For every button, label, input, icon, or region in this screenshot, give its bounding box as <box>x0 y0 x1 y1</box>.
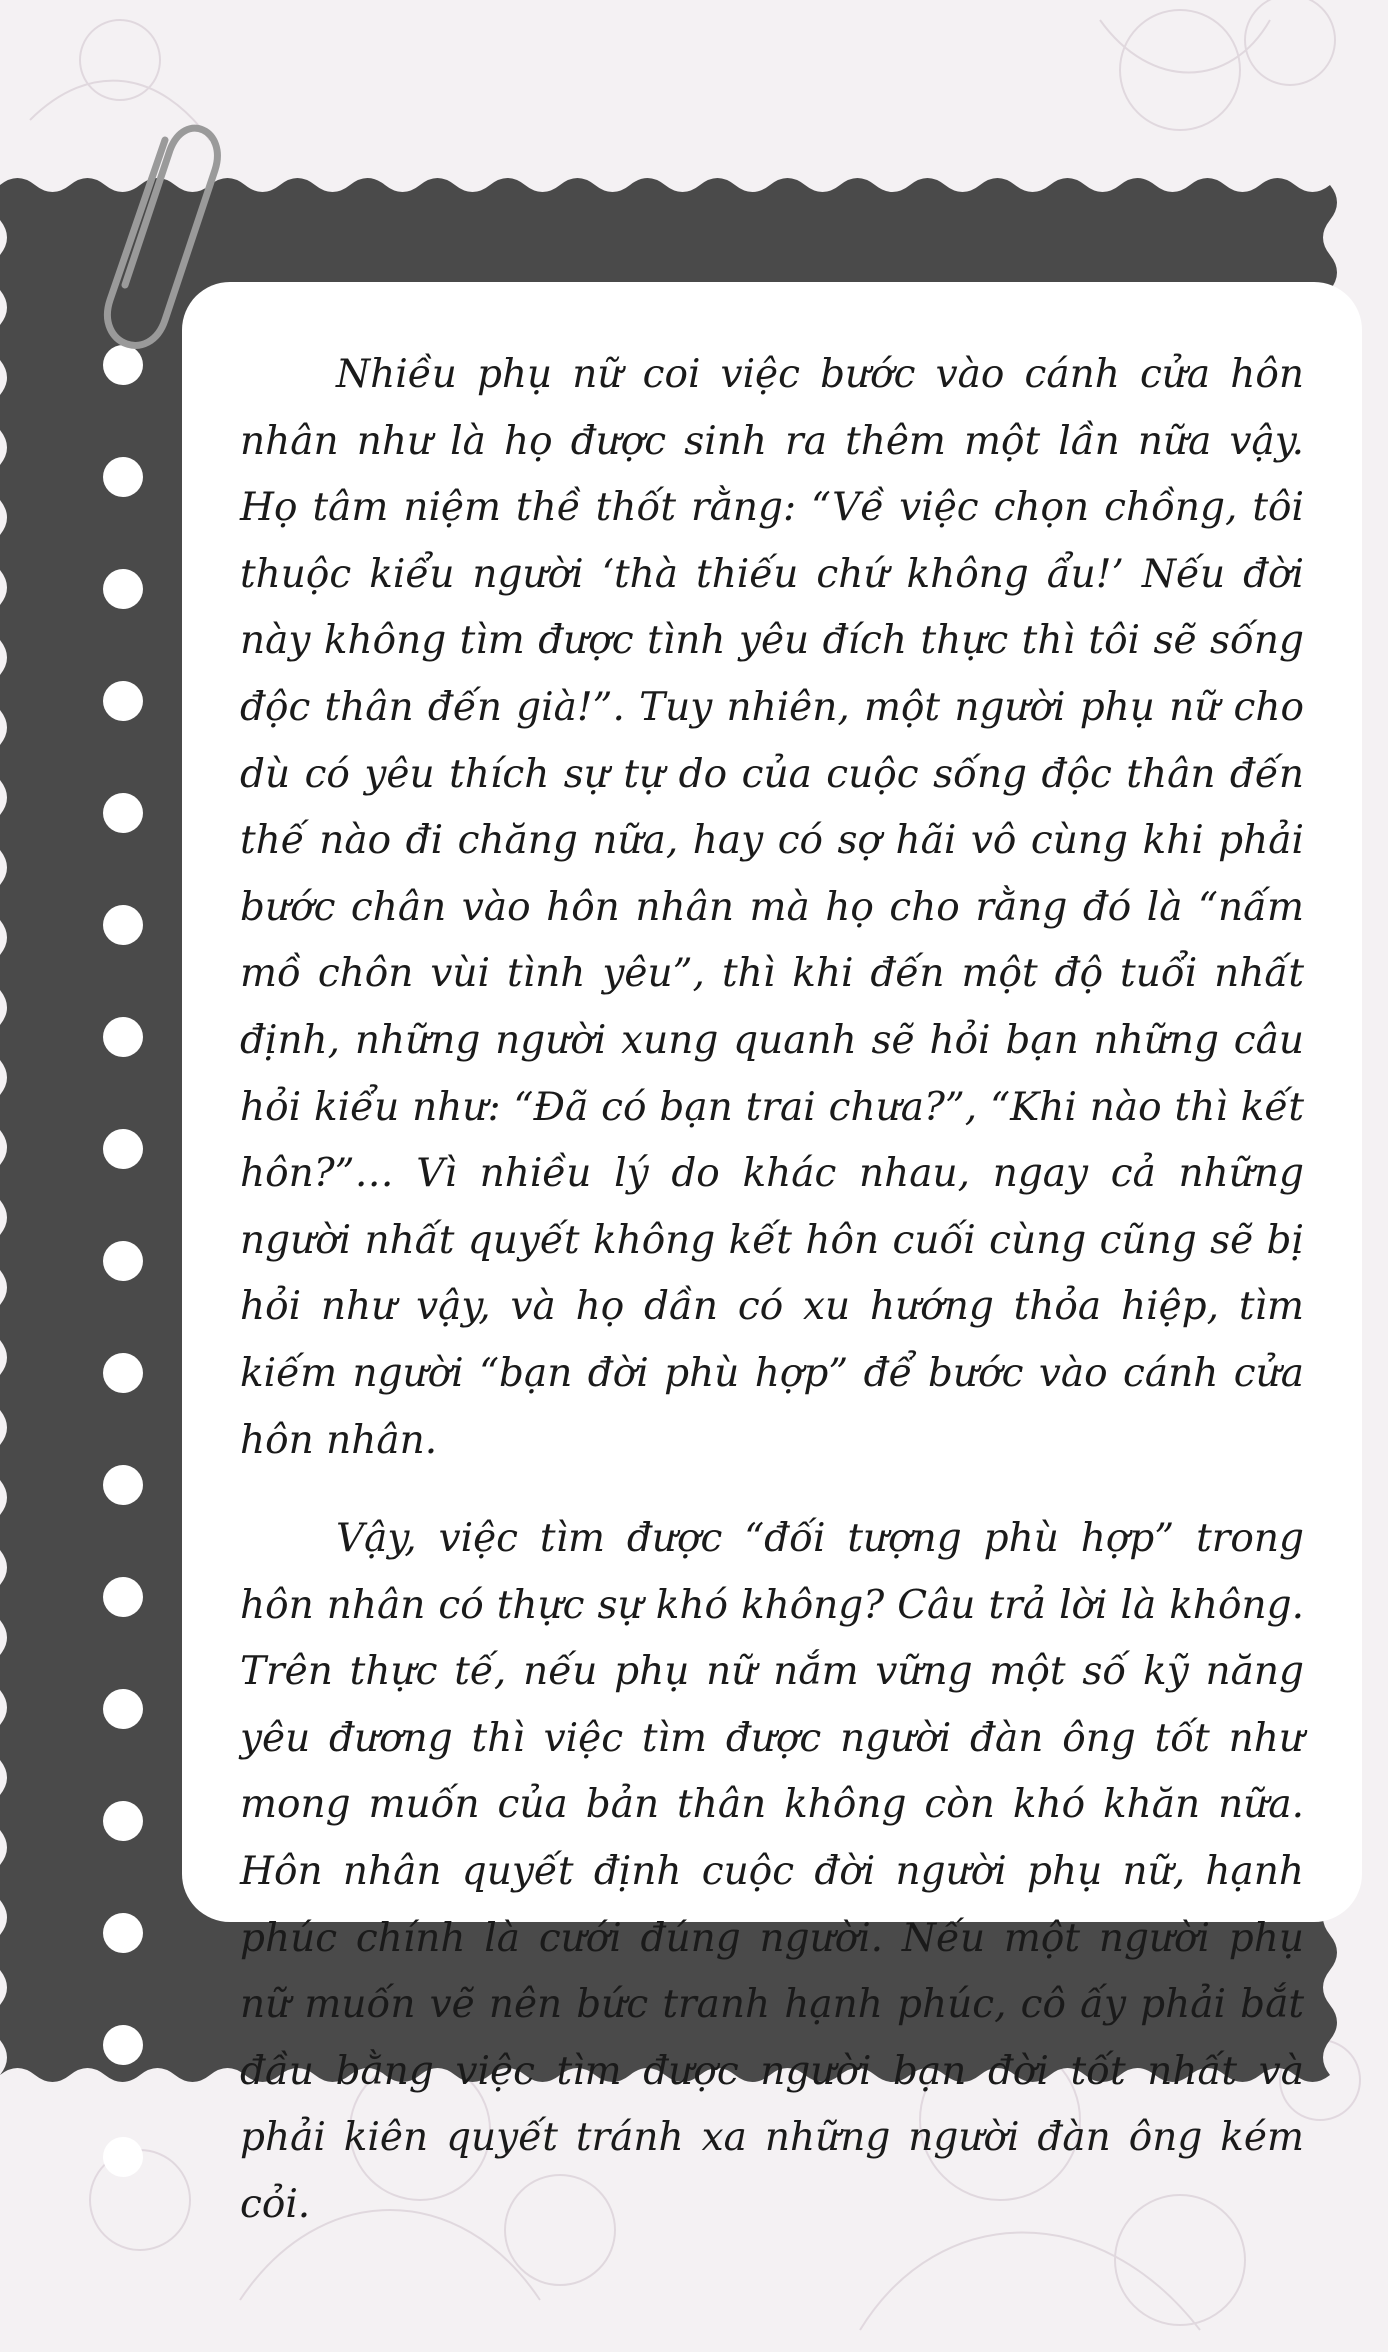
binder-hole-icon <box>103 1353 143 1393</box>
binder-hole-icon <box>103 1241 143 1281</box>
text-panel <box>182 282 1362 2228</box>
binder-hole-icon <box>103 1913 143 1953</box>
binder-hole-icon <box>103 1465 143 1505</box>
binder-hole-icon <box>103 1689 143 1729</box>
binder-hole-icon <box>103 2137 143 2177</box>
binder-hole-icon <box>103 905 143 945</box>
binder-hole-icon <box>103 793 143 833</box>
binder-hole-icon <box>103 681 143 721</box>
paragraph-1: Nhiều phụ nữ coi việc bước vào cánh cửa hôn nhân như là họ được sinh ra thêm một lần nữa vậy. Họ tâm niệm thề thốt rằng: “Về việc chọn chồng, tôi thuộc kiểu người ‘thà thiếu chứ không ẩu!’ Nếu đời này không tìm được tình yêu đích thực thì tôi sẽ sống độc thân đến già!”. Tuy nhiên, một người phụ nữ cho dù có yêu thích sự tự do của cuộc sống độc thân đến thế nào đi chăng nữa, hay có sợ hãi vô cùng khi phải bước chân vào hôn nhân mà họ cho rằng đó là “nấm mồ chôn vùi tình yêu”, thì khi đến một độ tuổi nhất định, những người xung quanh sẽ hỏi bạn những câu hỏi kiểu như: “Đã có bạn trai chưa?”, “Khi nào thì kết hôn?”… Vì nhiều lý do khác nhau, ngay cả những người nhất quyết không kết hôn cuối cùng cũng sẽ bị hỏi như vậy, và họ dần có xu hướng thỏa hiệp, tìm kiếm người “bạn đời phù hợp” để bước vào cánh cửa hôn nhân. <box>240 352 1304 1463</box>
binder-hole-icon <box>103 345 143 385</box>
binder-hole-icon <box>103 2025 143 2065</box>
binder-hole-icon <box>103 569 143 609</box>
binder-hole-icon <box>103 1577 143 1617</box>
paragraph-2: Vậy, việc tìm được “đối tượng phù hợp” trong hôn nhân có thực sự khó không? Câu trả lời là không. Trên thực tế, nếu phụ nữ nắm vững một số kỹ năng yêu đương thì việc tìm được người đàn ông tốt như mong muốn của bản thân không còn khó khăn nữa. Hôn nhân quyết định cuộc đời người phụ nữ, hạnh phúc chính là cưới đúng người. Nếu một người phụ nữ muốn vẽ nên bức tranh hạnh phúc, cô ấy phải bắt đầu bằng việc tìm được người bạn đời tốt nhất và phải kiên quyết tránh xa những người đàn ông kém cỏi. <box>240 1516 1304 2228</box>
binder-hole-icon <box>103 1129 143 1169</box>
binder-hole-icon <box>103 1801 143 1841</box>
binder-hole-icon <box>103 1017 143 1057</box>
binder-hole-icon <box>103 457 143 497</box>
